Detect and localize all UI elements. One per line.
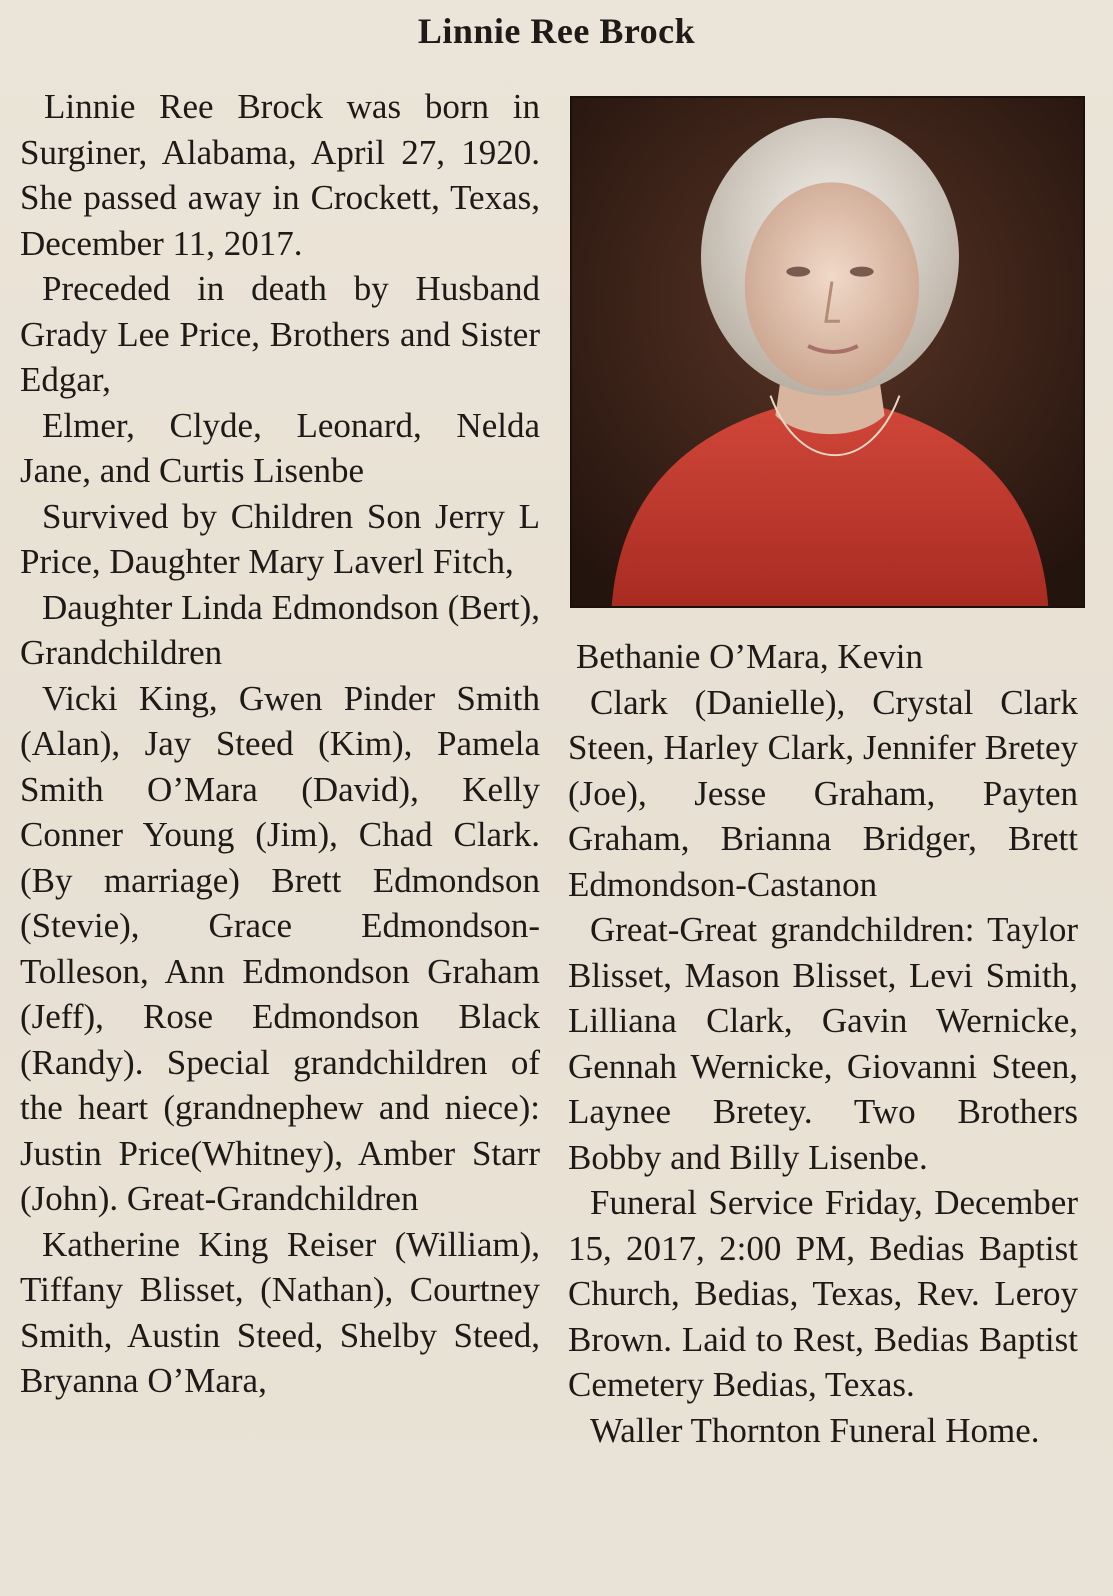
paragraph-preceded: Preceded in death by Husband Grady Lee Price, Brothers and Sister Edgar, [20, 269, 540, 399]
paragraph-survived: Survived by Children Son Jerry L Price, Daughter Mary Laverl Fitch, [20, 496, 540, 581]
paragraph-grandchildren: Vicki King, Gwen Pinder Smith (Alan), Jay Steed (Kim), Pamela Smith O’Mara (David), Kelly Conner Young (Jim), Chad Clark. (By marriage) Brett Edmondson (Stevie), Grace Edmondson-Tolleson, Ann Edmondson Graham (Jeff), Rose Edmondson Black (Randy). Special grandchildren of the heart (grandnephew and niece): Justin Price(Whitney), Amber Starr (John). Great-Grandchildren [20, 678, 540, 1218]
paragraph-great-grandchildren: Katherine King Reiser (William), Tiffany Blisset, (Nathan), Courtney Smith, Austin Steed, Shelby Steed, Bryanna O’Mara, [20, 1224, 540, 1400]
paragraph-grandchildren-cont: Bethanie O’Mara, Kevin [576, 637, 923, 676]
paragraph-grandchildren-cont2: Clark (Danielle), Crystal Clark Steen, Harley Clark, Jennifer Bretey (Joe), Jesse Graham, Payten Graham, Brianna Bridger, Brett Edmondson-Castanon [568, 682, 1078, 904]
paragraph-great-great-grandchildren: Great-Great grandchildren: Taylor Blisset, Mason Blisset, Levi Smith, Lilliana Clark, Gavin Wernicke, Gennah Wernicke, Giovanni Steen, Laynee Bretey. Two Brothers Bobby and Billy Lisenbe. [568, 910, 1078, 1177]
paragraph-daughter: Daughter Linda Edmondson (Bert), Grandchildren [20, 587, 540, 672]
paragraph-funeral-home: Waller Thornton Funeral Home. [590, 1410, 1040, 1450]
right-column [568, 634, 1078, 1453]
left-column [20, 84, 540, 1404]
portrait-image [572, 98, 1083, 606]
portrait-photo [570, 96, 1085, 608]
paragraph-siblings: Elmer, Clyde, Leonard, Nelda Jane, and Curtis Lisenbe [20, 405, 540, 490]
obituary-title: Linnie Ree Brock [417, 11, 696, 51]
paragraph-birth-death: Linnie Ree Brock was born in Surginer, Alabama, April 27, 1920. She passed away in Crockett, Texas, December 11, 2017. [20, 87, 540, 263]
paragraph-funeral-service: Funeral Service Friday, December 15, 2017, 2:00 PM, Bedias Baptist Church, Bedias, Texas, Rev. Leroy Brown. Laid to Rest, Bedias Baptist Cemetery Bedias, Texas. [568, 1183, 1078, 1404]
